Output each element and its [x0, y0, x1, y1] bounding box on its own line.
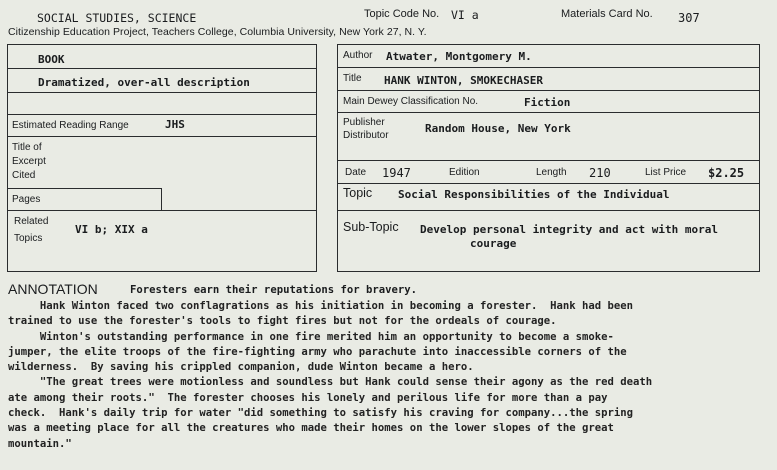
topic-value: Social Responsibilities of the Individual [398, 188, 670, 201]
annotation-line: check. Hank's daily trip for water "did something to satisfy his craving for company...the spring [8, 407, 634, 420]
description-value: Dramatized, over-all description [38, 76, 250, 89]
topic-code-value: VI a [451, 8, 479, 22]
topic-label: Topic [343, 186, 373, 200]
related-label-1: Related [14, 216, 49, 227]
date-label: Date [345, 167, 367, 178]
annotation-line: ate among their roots." The forester chooses his lonely and perilous life for more than a pay [8, 391, 608, 404]
material-type: BOOK [38, 53, 65, 66]
length-value: 210 [589, 166, 611, 180]
date-value: 1947 [382, 166, 411, 180]
dewey-label: Main Dewey Classification No. [343, 96, 479, 107]
excerpt-label-2: Excerpt [12, 156, 46, 167]
publisher-label-1: Publisher [343, 117, 385, 128]
publisher-label-2: Distributor [343, 130, 389, 141]
related-label-2: Topics [14, 233, 43, 244]
annotation-line: wilderness. By saving his crippled companion, dude Winton became a hero. [8, 361, 474, 374]
author-value: Atwater, Montgomery M. [386, 50, 532, 63]
excerpt-label-3: Cited [12, 170, 36, 181]
publisher-value: Random House, New York [425, 122, 571, 135]
subtopic-value-2: courage [470, 237, 517, 250]
edition-label: Edition [449, 167, 480, 178]
project-line: Citizenship Education Project, Teachers College, Columbia University, New York 27, N. Y. [8, 26, 427, 38]
subtopic-label: Sub-Topic [343, 220, 399, 234]
price-value: $2.25 [708, 166, 745, 180]
pages-label: Pages [12, 194, 41, 205]
annotation-line: was a meeting place for all the creatures who made their homes on the lower slopes of the great [8, 422, 614, 435]
dewey-value: Fiction [524, 96, 571, 109]
annotation-heading: ANNOTATION [8, 281, 98, 297]
author-label: Author [343, 50, 373, 61]
materials-card-value: 307 [678, 11, 700, 25]
annotation-lead: Foresters earn their reputations for bravery. [130, 284, 418, 296]
reading-range-label: Estimated Reading Range [12, 120, 129, 131]
annotation-line: "The great trees were motionless and soundless but Hank could sense their agony as the red death [8, 376, 653, 389]
materials-card-label: Materials Card No. [561, 8, 653, 20]
title-label: Title [343, 73, 362, 84]
annotation-line: trained to use the forester's tools to fight fires but not for the ordeals of courage. [8, 315, 557, 328]
related-topics-value: VI b; XIX a [75, 223, 148, 236]
title-value: HANK WINTON, SMOKECHASER [384, 74, 543, 87]
length-label: Length [536, 167, 567, 178]
subject-heading: SOCIAL STUDIES, SCIENCE [37, 11, 197, 25]
excerpt-label-1: Title of [12, 142, 42, 153]
annotation-line: Winton's outstanding performance in one fire merited him an opportunity to become a smoke- [8, 330, 614, 343]
annotation-line: jumper, the elite troops of the fire-fighting army who parachute into inaccessible corners of the [8, 345, 627, 358]
reading-range-value: JHS [165, 118, 185, 131]
price-label: List Price [645, 167, 687, 178]
annotation-line: mountain." [8, 437, 72, 450]
subtopic-value-1: Develop personal integrity and act with moral [420, 223, 719, 236]
annotation-body [8, 299, 768, 452]
topic-code-label: Topic Code No. [364, 8, 440, 20]
annotation-line: Hank Winton faced two conflagrations as his initiation in becoming a forester. Hank had been [8, 300, 634, 312]
